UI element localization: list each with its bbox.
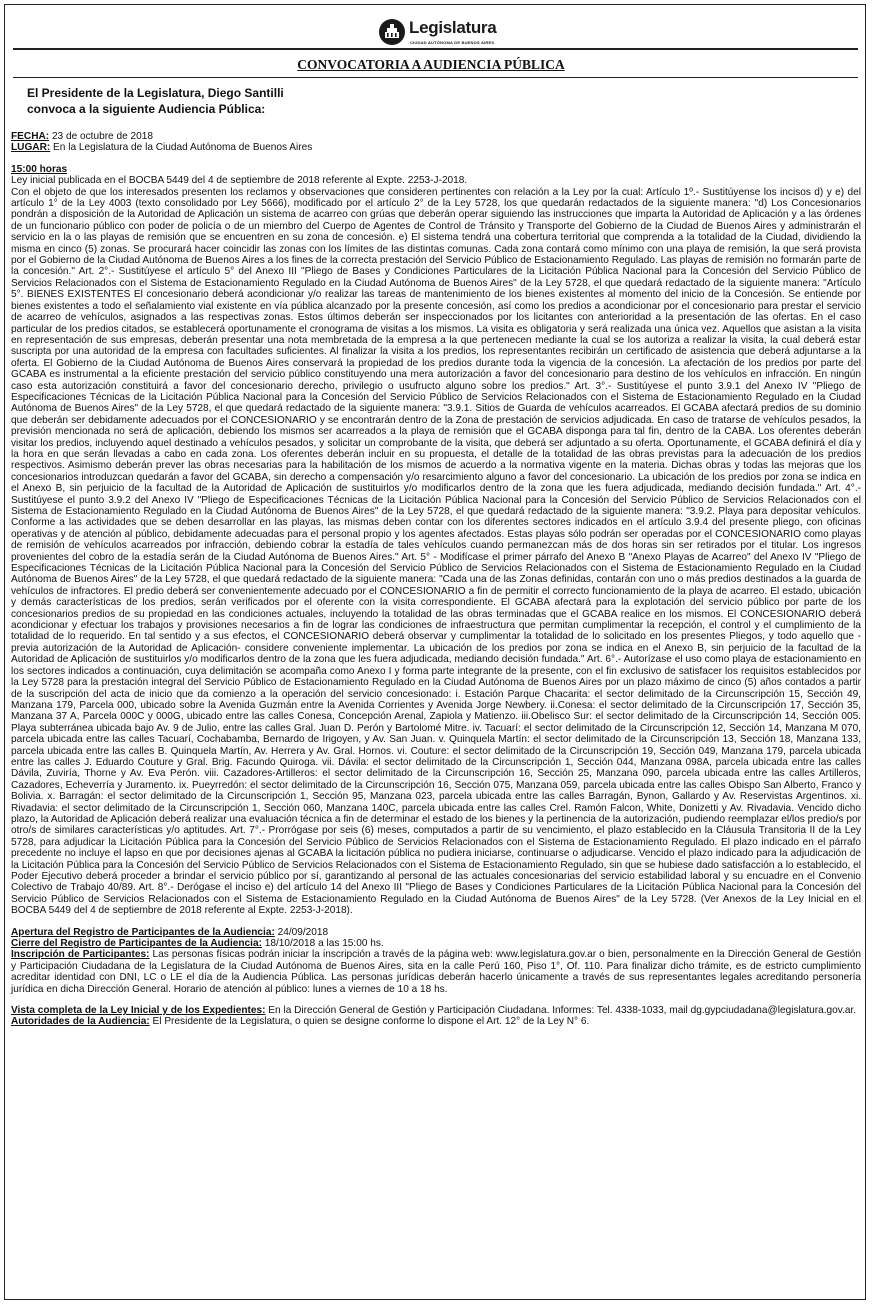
apertura-row	[11, 927, 861, 938]
header	[5, 13, 867, 49]
inscripcion-label: Inscripción de Participantes:	[11, 949, 150, 961]
fecha-row	[11, 131, 861, 142]
objeto-text: Con el objeto de que los interesados presenten los reclamos y observaciones que consideren pertinentes con relación a la Ley por la cual: Artículo 1º.- Sustitúyense los incisos d) y e) del artículo 1° de la Ley 4003 (texto consolidado por Ley 5666), modificado por el artículo 2° de la Ley 5728, los que quedarán redactados de la siguiente manera: "d) Los Concesionarios pondrán a disposición de la Autoridad de Aplicación un sistema de acarreo con grúas que deberán operar siguiendo las instrucciones que imparta la Autoridad de Aplicación y a las órdenes de un funcionario público con poder de policía o de un miembro del Cuerpo de Agentes de Control de Tránsito y Transporte del Gobierno de la Ciudad de Buenos Aires y administrarán el servicio en la o las playas de remisión que se encuentren en su zona de concesión. e) El sistema tendrá una cobertura territorial que comprenda a la totalidad de la Ciudad, dividiendo la misma en cinco (5) zonas. Se procurará hacer coincidir las zonas con los límites de las distintas comunas. Cada zona contará como mínimo con una playa de remisión, la que será provista por el Gobierno de la Ciudad Autónoma de Buenos Aires a los fines de la correcta prestación del Servicio Público de Estacionamiento Regulado. Las playas de remisión no formarán parte de la concesión." Art. 2°.- Sustitúyese el artículo 5° del Anexo III "Pliego de Bases y Condiciones Particulares de la Licitación Pública Nacional para la Concesión del Servicio Público de Servicios Relacionados con el Sistema de Estacionamiento Regulado en la Ciudad Autónoma de Buenos Aires" de la Ley 5728, el que quedará redactado de la siguiente manera: "Artículo 5°. BIENES EXISTENTES El concesionario deberá acondicionar y/o realizar las tareas de mantenimiento de los bienes existentes al momento del inicio de la Concesión. Se entiende por bienes existentes a todo el señalamiento vial existente en vía pública alcanzado por la presente concesión, así como los predios a acondicionar por el concesionario para prestar el servicio de acarreo de vehículos, asignados a las respectivas zonas. Estos últimos deberán ser inspeccionados por los licitantes con anterioridad a la presentación de las ofertas. En el caso particular de los predios citados, se establecerá oportunamente el cronograma de visitas a los mismos. La visita es obligatoria y será realizada una única vez. Aquellos que asistan a la visita en representación de sus empresas, deberán presentar una nota membretada de la empresa a la que pertenecen mediante la cual se los autoriza a realizar la visita, la cual deberá estar suscripta por una autoridad de la empresa con facultades suficientes. Al finalizar la visita a los predios, los representantes recibirán un certificado de asistencia que deberá adjuntarse a la oferta. El Gobierno de la Ciudad Autónoma de Buenos Aires conservará la propiedad de los predios durante toda la vigencia de la concesión. La afectación de los predios por parte del GCABA es instrumental a la eficiente prestación del servicio público constituyendo una mera autorización a favor del concesionario para destino de los vehículos en infracción. En ningún caso esta autorización constituirá a favor del concesionario derecho, privilegio o usufructo alguno sobre los predios." Art. 3°.- Sustitúyese el punto 3.9.1 del Anexo IV "Pliego de Especificaciones Técnicas de la Licitación Pública Nacional para la Concesión del Servicio Público de Servicios Relacionados con el Sistema de Estacionamiento Regulado en la Ciudad Autónoma de Buenos Aires" de la Ley 5728, el que quedará redactado de la siguiente manera: "3.9.1. Sitios de Guarda de vehículos acarreados. El GCABA afectará predios de su dominio que deberán ser debidamente adecuados por el CONCESIONARIO y se encontrarán dentro de la Zona de prestación de servicios adjudicada. En caso de tratarse de vehículos pesados, la previsión mencionada no será de aplicación, debiendo los mismos ser acarreados a la playa de remisión que el GCABA disponga para tal fin, dentro de la CABA. Los oferentes deberán visitar los predios, incluyendo aquel destinado a vehículos pesados, y solicitar un comprobante de la visita, que deberá ser adjuntado a su oferta. Oportunamente, el GCABA definirá el día y la hora en que serán llevadas a cabo en cada zona. Los oferentes deberán incluir en su propuesta, el detalle de la totalidad de las obras previstas para la adecuación de los predios respectivos. Asimismo deberán prever las obras necesarias para la habilitación de los mismos de acuerdo a la normativa vigente en la materia. Dichas obras y todas las mejoras que los concesionarios introduzcan quedarán a favor del GCABA, sin derecho a compensación y/o resarcimiento alguno a favor del concesionario. La ubicación de los predios por zona se indica en el Anexo B, sin perjuicio de la facultad de la Autoridad de Aplicación de sustituirlos y/o modificarlos dentro de la zona que les fuera adjudicada, mediando decisión fundada." Art. 4°.- Sustitúyese el punto 3.9.2 del Anexo IV "Pliego de Especificaciones Técnicas de la Licitación Pública Nacional para la Concesión del Servicio Público de Servicios Relacionados con el Sistema de Estacionamiento Regulado en la Ciudad Autónoma de Buenos Aires" de la Ley 5728, el que quedará redactado de la siguiente manera: "3.9.2. Playa para depositar vehículos. Conforme a las actividades que se deben desarrollar en las playas, las mismas deben contar con los diferentes sectores indicados en el artículo 3.9.4 del presente pliego, con oficinas operativas y de atención al público, debidamente adecuadas para el personal propio y los agentes afectados. Estas playas sólo podrán ser operadas por el CONCESIONARIO como playas de remisión de vehículos acarreados por infracción, debiendo cobrar la estadía de tales vehículos cuando permanezcan más de dos horas sin ser retirados por el titular. Los ingresos provenientes del cobro de la estadía serán de la Ciudad Autónoma de Buenos Aires." Art. 5° - Modifícase el primer párrafo del Anexo B "Anexo Playas de Acarreo" del Anexo IV "Pliego de Especificaciones Técnicas de la Licitación Pública Nacional para la Concesión del Servicio Público de Servicios Relacionados con el Sistema de Estacionamiento Regulado en la Ciudad Autónoma de Buenos Aires" de la Ley 5728, el que quedará redactado de la siguiente manera: "Cada una de las Zonas definidas, contarán con uno o más predios destinados a la guarda de vehículos de infractores. El predio deberá ser convenientemente adecuado por el CONCESIONARIO a fin de permitir el correcto funcionamiento de la playa de acarreo. El estado, ubicación y demás características de los predios, serán verificados por el oferente con la visita correspondiente. El GCABA afectará para la explotación del servicio público por parte de los concesionarios predios de su propiedad en las condiciones actuales, incluyendo la totalidad de las obras terminadas que el GCABA realice en los mismos. El CONCESIONARIO deberá acondicionar y efectuar los trabajos y provisiones necesarios a fin de lograr las condiciones de infraestructura que permitan cumplimentar la recepción, el control y el cumplimiento de la totalidad de lo requerido. En tal sentido y a sus efectos, el CONCESIONARIO deberá observar y cumplimentar la totalidad de lo solicitado en los presentes Pliegos, y todo aquello que -previa autorización de la Autoridad de Aplicación- considere conveniente implementar. La ubicación de los predios por zona se indica en el Anexo B, sin perjuicio de la facultad de la Autoridad de Aplicación de sustituirlos y/o modificarlos dentro de la zona que les fuera adjudicada, mediando decisión fundada." Art. 6°.- Autorízase el uso como playa de estacionamiento en los sectores indicados a continuación, cuya delimitación se acompaña como Anexo I y forma parte integrante de la presente, con el fin exclusivo de satisfacer los requisitos establecidos por la Ley 5728 para la prestación integral del Servicio Público de Estacionamiento Regulado en la Ciudad Autónoma de Buenos Aires por un plazo máximo de cinco (5) años contados a partir de la suscripción del acta de inicio que da comienzo a la operación del servicio concesionado: i. Estación Parque Chacarita: el sector delimitado de la Circunscripción 15, Sección 49, Manzana 179, Parcela 000, ubicado sobre la Avenida Guzmán entre la Avenida Corrientes y Avenida Jorge Newbery. ii.Conesa: el sector delimitado de la Circunscripción 17, Sección 35, Manzana 37 A, Parcela 000C y 000G, ubicado entre las calles Conesa, Concepción Arenal, Zapiola y Matienzo. iii.Obelisco Sur: el sector delimitado de la Circunscripción 14, Sección 005. Playa subterránea ubicada bajo Av. 9 de Julio, entre las calles Gral. Juan D. Perón y Bartolomé Mitre. iv. Tacuarí: el sector delimitado de la Circunscripción 12, Sección 14, Manzana M 070, parcela ubicada entre las calles Tacuarí, Cochabamba, Bernardo de Irigoyen, y Av. San Juan. v. Quinquela Martín: el sector delimitado de la Circunscripción 13, Sección 18, Manzana 133, parcela ubicada entre las calles B. Quinquela Martín, Av. Herrera y Av. Gral. Hornos. vi. Couture: el sector delimitado de la Circunscripción 19, Sección 049, Manzana 179, parcela ubicada entre las calles J. Eduardo Couture y Gral. Brig. Facundo Quiroga. vii. Dávila: el sector delimitado de la Circunscripción 1, Sección 044, Manzana 098A, parcela ubicada entre las calles Dávila, Zuviría, Thorne y Av. Eva Perón. viii. Cazadores-Artilleros: el sector delimitado de la Circunscripción 16, Sección 25, Manzana 090, parcela ubicada entre las calles Artilleros, Cazadores, Echeverría y Juramento. ix. Pueyrredón: el sector delimitado de la Circunscripción 16, Sección 075, Manzana 059, parcela ubicada entre las calles Obispo San Alberto, Franco y Bolivia. x. Barragán: el sector delimitado de la Circunscripción 1, Sección 95, Manzana 023, parcela ubicada entre las calles Barragán, Bynon, Gallardo y Av. Reservistas Argentinos. xi. Rivadavia: el sector delimitado de la Circunscripción 1, Sección 060, Manzana 140C, parcela ubicada entre las calles Crel. Ramón Falcon, White, Donizetti y Av. Rivadavia. Vencido dicho plazo, la Autoridad de Aplicación deberá realizar una evaluación técnica a fin de determinar el estado de los bienes y la pertinencia de la autorización, pudiendo reemplazar el/los predio/s por otro/s de similares características y/o aptitudes. Art. 7°.- Prorrógase por seis (6) meses, computados a partir de su vencimiento, el plazo establecido en la Cláusula Transitoria II de la Ley 5728, para adjudicar la Licitación Pública para la Concesión del Servicio Público de Servicios Relacionados con el Sistema de Estacionamiento Regulado. El plazo indicado en el párrafo precedente no incluye el lapso en que por decisiones ajenas al GCABA la licitación pública no pudiera iniciarse, continuarse o adjudicarse. Vencido el plazo indicado para la adjudicación de la Licitación Pública para la Concesión del Servicio Público de Servicios Relacionados con el Sistema de Estacionamiento Regulado, sin que se hubiese dado satisfacción a lo establecido, el Poder Ejecutivo deberá proceder a brindar el servicio público por sí, garantizando al personal de las actuales concesionarias del servicio estabilidad laboral y su encuadre en el Convenio Colectivo de Trabajo 40/89. Art. 8°.- Derógase el inciso e) del artículo 14 del Anexo III "Pliego de Bases y Condiciones Particulares de la Licitación Pública Nacional para la Concesión del Servicio Público de Servicios Relacionados con el Sistema de Estacionamiento Regulado en la Ciudad Autónoma de Buenos Aires" de la Ley 5728. (Ver Anexos de la Ley Inicial en el BOCBA 5449 del 4 de septiembre de 2018 referente al Expte. 2253-J-2018).	[11, 186, 861, 917]
logo-name: Legislatura	[409, 18, 497, 37]
vista-row	[11, 1005, 861, 1016]
intro-line-1: El Presidente de la Legislatura, Diego Santilli	[27, 86, 284, 100]
cierre-value: 18/10/2018 a las 15:00 hs.	[261, 938, 384, 950]
hora-label: 15:00 horas	[11, 163, 68, 175]
autoridades-row	[11, 1016, 861, 1027]
lugar-row	[11, 142, 861, 153]
autoridades-value: El Presidente de la Legislatura, o quien se designe conforme lo dispone el Art. 12° de la Ley N° 6.	[149, 1016, 590, 1028]
lugar-value: En la Legislatura de la Ciudad Autónoma de Buenos Aires	[50, 142, 313, 154]
header-divider	[13, 48, 858, 50]
autoridades-label: Autoridades de la Audiencia:	[11, 1016, 150, 1028]
vista-value: En la Dirección General de Gestión y Participación Ciudadana. Informes: Tel. 4338-1033, mail dg.gypciudadana@legislatura.gov.ar.	[265, 1005, 857, 1017]
lugar-label: LUGAR:	[11, 142, 51, 154]
notice-frame	[4, 4, 866, 1300]
inscripcion-row	[11, 949, 861, 995]
hora-row	[11, 164, 861, 175]
fecha-value: 23 de octubre de 2018	[49, 131, 153, 142]
apertura-label: Apertura del Registro de Participantes de la Audiencia:	[11, 926, 275, 938]
cierre-row	[11, 938, 861, 949]
legislature-seal-icon	[379, 19, 405, 45]
vista-label: Vista completa de la Ley Inicial y de los Expedientes:	[11, 1005, 266, 1017]
page-title: CONVOCATORIA A AUDIENCIA PÚBLICA	[297, 57, 565, 72]
fecha-label: FECHA:	[11, 131, 50, 142]
cierre-label: Cierre del Registro de Participantes de la Audiencia:	[11, 938, 262, 950]
notice-body	[11, 131, 861, 1028]
legislatura-logo	[379, 13, 499, 49]
intro-line-2: convoca a la siguiente Audiencia Pública:	[27, 102, 266, 116]
logo-subtitle: CIUDAD AUTÓNOMA DE BUENOS AIRES	[410, 40, 495, 45]
ley-inicial-text: Ley inicial publicada en el BOCBA 5449 del 4 de septiembre de 2018 referente al Expte. 2253-J-2018.	[11, 175, 468, 187]
inscripcion-value: Las personas físicas podrán iniciar la inscripción a través de la página web: www.legislatura.gov.ar o bien, personalmente en la Dirección General de Gestión y Participación Ciudadana de la Legislatura de la Ciudad Autónoma de Buenos Aires, sita en la calle Perú 160, Piso 1°, Of. 110. Para finalizar dicho trámite, es de estricto cumplimiento acreditar identidad con DNI, LC o LE el día de la Audiencia Pública. Las personas jurídicas deberán hacerlo únicamente a través de sus representantes legales acreditando personería jurídica en dicha Dirección General. Horario de atención al público: lunes a viernes de 10 a 18 hs.	[11, 949, 861, 995]
apertura-value: 24/09/2018	[274, 926, 329, 938]
title-divider	[13, 77, 858, 78]
intro	[27, 85, 284, 117]
